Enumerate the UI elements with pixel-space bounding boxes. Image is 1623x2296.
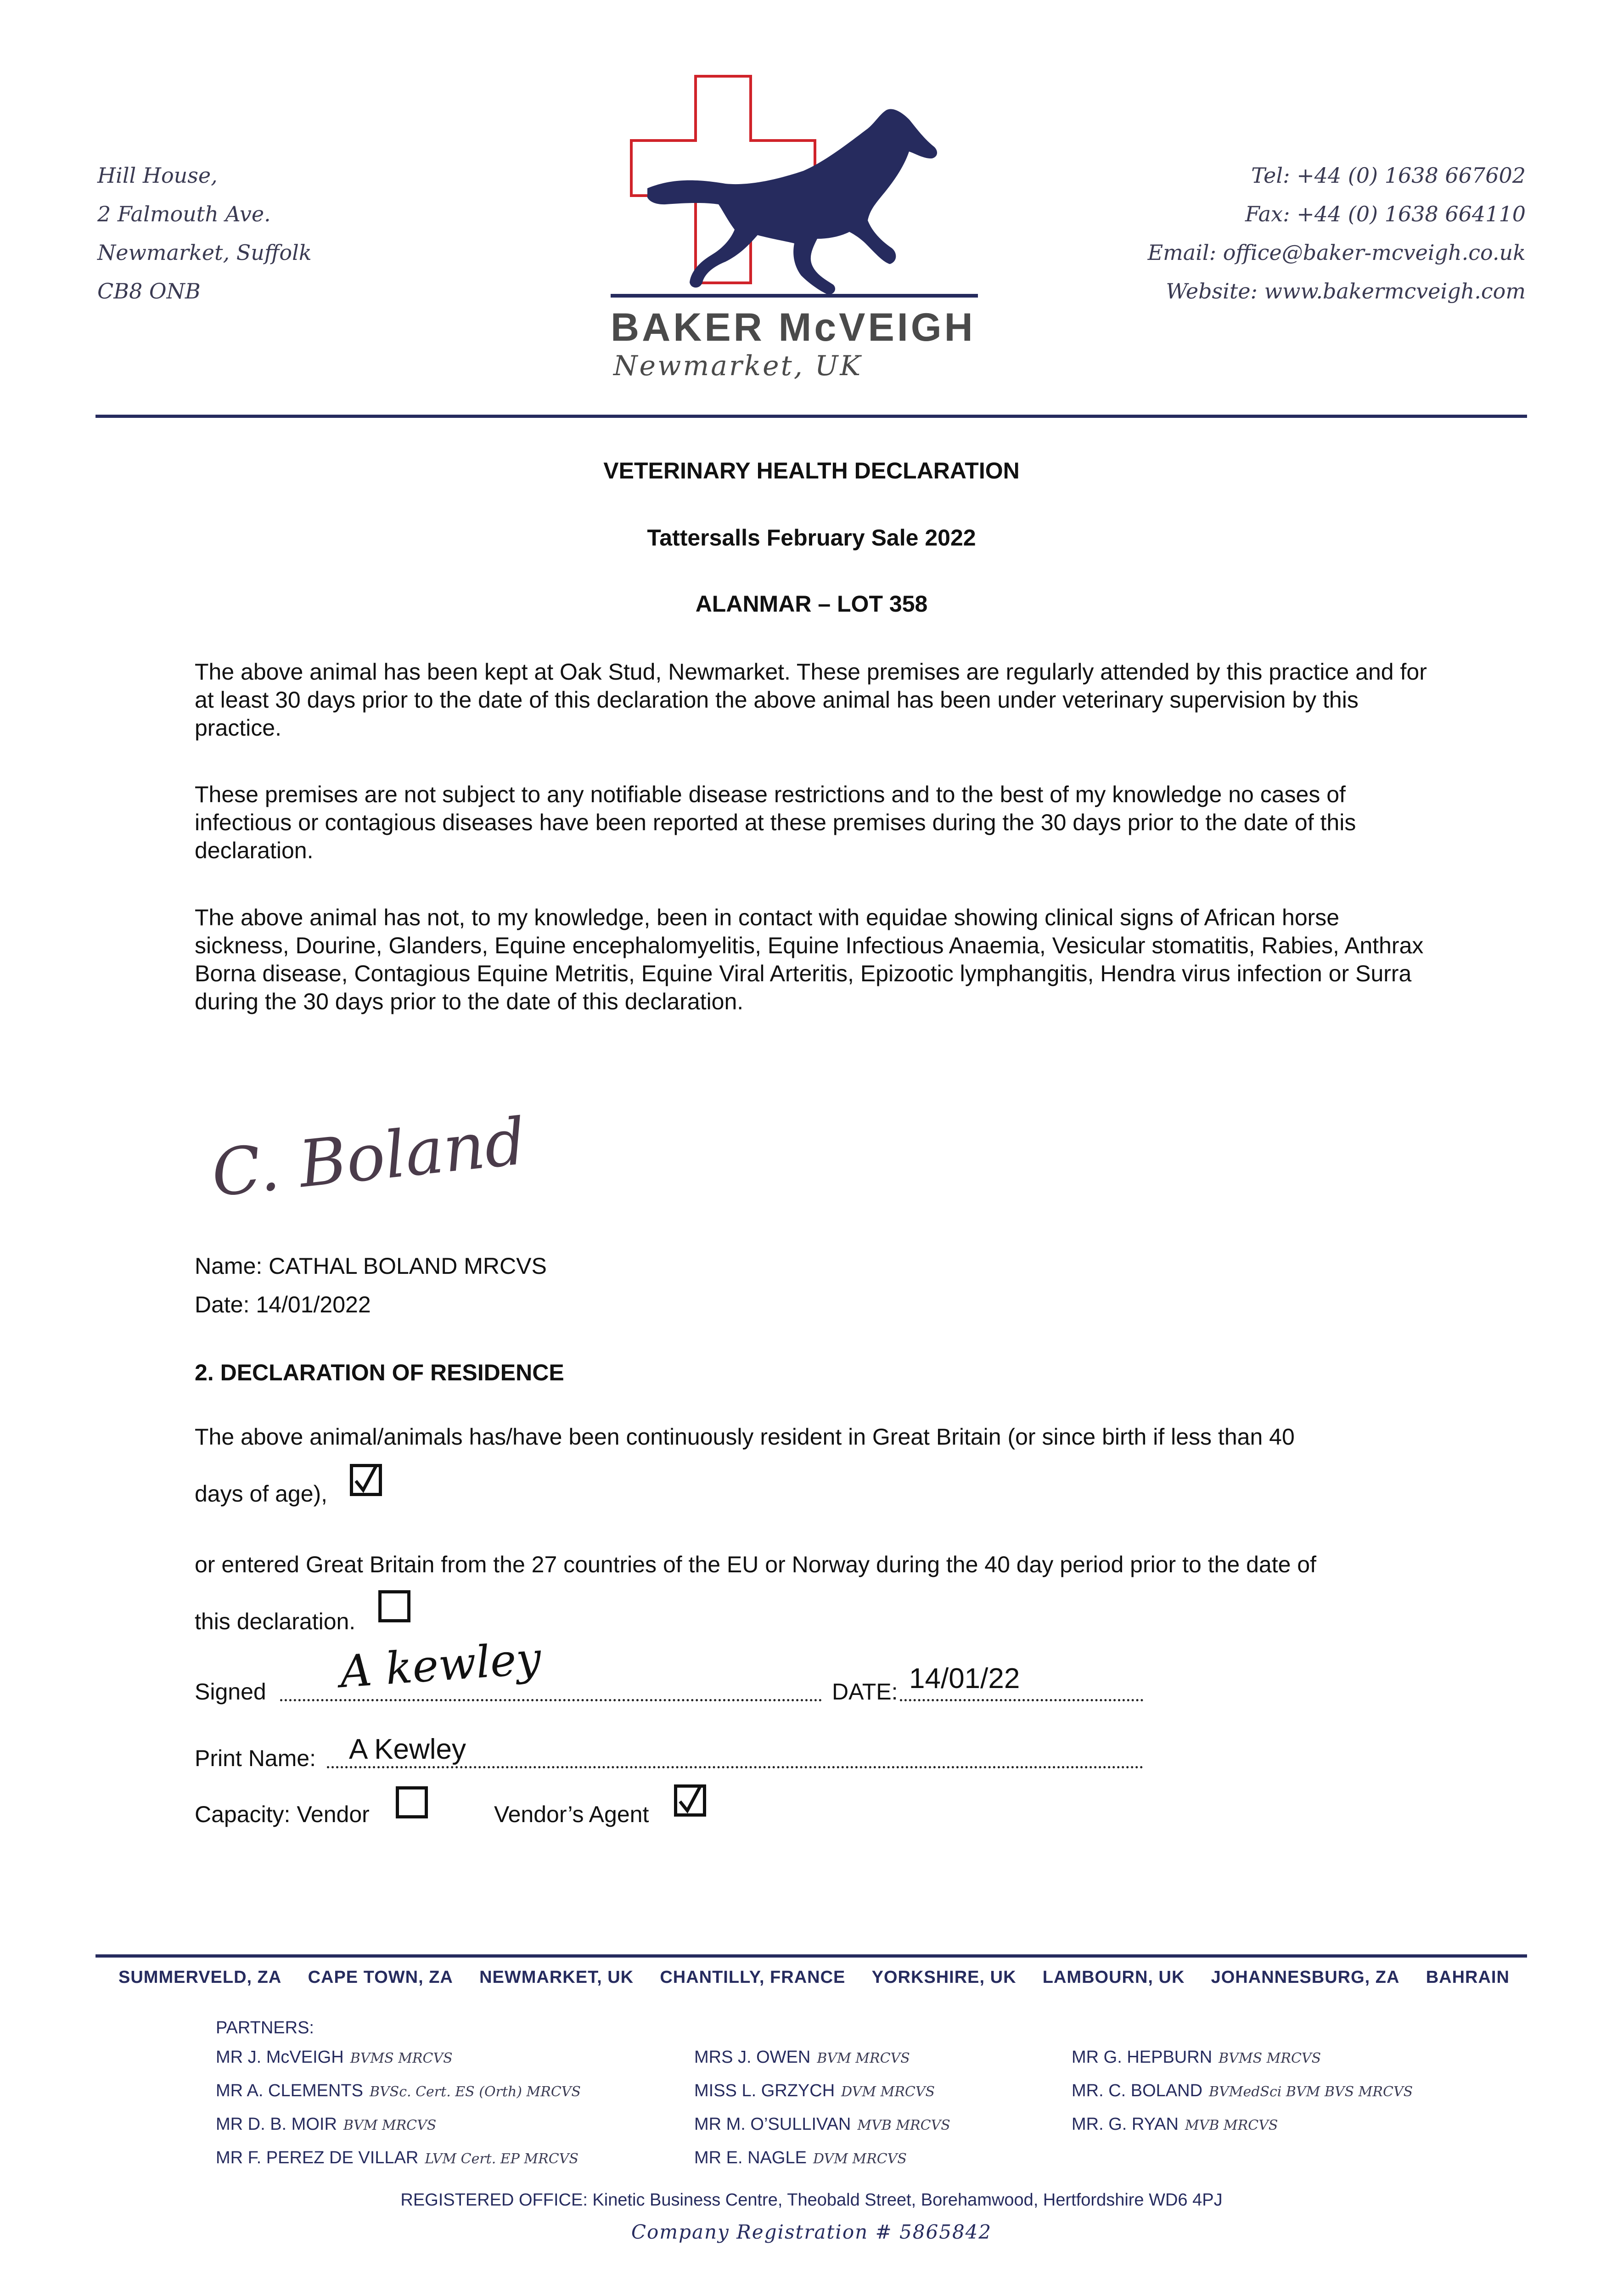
- checkbox-vendor[interactable]: [396, 1786, 428, 1818]
- sale-title: Tattersalls February Sale 2022: [647, 525, 976, 551]
- checkbox-vendors-agent[interactable]: [674, 1784, 706, 1817]
- brand-name: BAKER McVEIGH: [611, 305, 976, 349]
- partner-entry: MR G. HEPBURN BVMS MRCVS: [1072, 2048, 1321, 2067]
- paragraph-restrictions: These premises are not subject to any notifiable disease restrictions and to the best of my knowledge no cases of infectious or contagious diseases have been reported at these premises during the 30 days prior to the date of this declaration.: [195, 782, 1356, 863]
- brand-subtitle: Newmarket, UK: [613, 350, 863, 382]
- option2-text-line2: this declaration.: [195, 1609, 356, 1634]
- capacity-label: Capacity: Vendor: [195, 1801, 370, 1827]
- location-item: JOHANNESBURG, ZA: [1211, 1968, 1400, 1987]
- partner-entry: MR D. B. MOIR BVM MRCVS: [216, 2115, 437, 2134]
- check-mark-icon: [353, 1467, 379, 1493]
- signed-date-value: 14/01/22: [909, 1663, 1020, 1694]
- partners-column-1: [216, 2041, 581, 2175]
- partner-entry: MR M. O’SULLIVAN MVB MRCVS: [694, 2115, 950, 2134]
- paragraph-contact: The above animal has not, to my knowledge, been in contact with equidae showing clinical signs of African horse sickness, Dourine, Glanders, Equine encephalomyelitis, Equine Infectious Anaemia, Vesicular stomatitis, Rabies, Anthrax Borna disease, Contagious Equine Metritis, Equine Viral Arteritis, Epizootic lymphangitis, Hendra virus infection or Surra during the 30 days prior to the date of this declaration.: [195, 905, 1424, 1014]
- vet-date: Date: 14/01/2022: [195, 1292, 371, 1317]
- logo-bar: [611, 294, 978, 298]
- print-name-label: Print Name:: [195, 1745, 316, 1771]
- partner-entry: MR E. NAGLE DVM MRCVS: [694, 2148, 907, 2167]
- contact-website: Website: www.bakermcveigh.com: [1166, 279, 1526, 304]
- location-item: BAHRAIN: [1426, 1968, 1510, 1987]
- contact-email: Email: office@baker-mcveigh.co.uk: [1147, 240, 1526, 265]
- address-block: [97, 156, 312, 310]
- partner-entry: MR J. McVEIGH BVMS MRCVS: [216, 2048, 453, 2067]
- partner-entry: MR A. CLEMENTS BVSc. Cert. ES (Orth) MRCVS: [216, 2081, 581, 2100]
- signed-line: [280, 1699, 822, 1701]
- document-title: VETERINARY HEALTH DECLARATION: [603, 458, 1020, 484]
- office-locations: [118, 1968, 1510, 1987]
- partner-entry: MR. G. RYAN MVB MRCVS: [1072, 2115, 1278, 2134]
- vet-signature: C. Boland: [208, 1104, 529, 1212]
- address-line: Newmarket, Suffolk: [97, 240, 312, 265]
- paragraph-supervision: The above animal has been kept at Oak Stud, Newmarket. These premises are regularly attended by this practice and for at least 30 days prior to the date of this declaration the above animal has been under veterinary supervision by this practice.: [195, 659, 1427, 741]
- partner-entry: MR F. PEREZ DE VILLAR LVM Cert. EP MRCVS: [216, 2148, 578, 2167]
- partners-column-2: [694, 2041, 950, 2175]
- address-line: Hill House,: [97, 163, 218, 188]
- lot-title: ALANMAR – LOT 358: [695, 591, 928, 617]
- check-mark-icon: [677, 1788, 703, 1813]
- date-label: DATE:: [832, 1679, 898, 1705]
- agent-label: Vendor’s Agent: [494, 1801, 649, 1827]
- partner-entry: MR. C. BOLAND BVMedSci BVM BVS MRCVS: [1072, 2081, 1413, 2100]
- location-item: NEWMARKET, UK: [479, 1968, 634, 1987]
- location-item: SUMMERVELD, ZA: [118, 1968, 282, 1987]
- location-item: CAPE TOWN, ZA: [308, 1968, 453, 1987]
- partners-column-3: [1072, 2041, 1413, 2142]
- contact-phone: Tel: +44 (0) 1638 667602: [1251, 163, 1526, 188]
- checkbox-entered-gb[interactable]: [378, 1590, 410, 1622]
- date-line: [900, 1699, 1143, 1701]
- checkbox-resident-gb[interactable]: [350, 1464, 382, 1496]
- residence-heading: 2. DECLARATION OF RESIDENCE: [195, 1360, 564, 1385]
- partner-entry: MRS J. OWEN BVM MRCVS: [694, 2048, 910, 2067]
- address-line: 2 Falmouth Ave.: [97, 202, 271, 226]
- contact-block: [1148, 156, 1526, 310]
- option1-text-line2: days of age),: [195, 1481, 328, 1507]
- footer-divider: [95, 1954, 1527, 1958]
- horse-icon: [647, 109, 937, 294]
- address-line: CB8 ONB: [97, 279, 201, 304]
- print-name-line: [327, 1766, 1143, 1768]
- location-item: LAMBOURN, UK: [1042, 1968, 1185, 1987]
- signed-label: Signed: [195, 1679, 266, 1705]
- location-item: CHANTILLY, FRANCE: [660, 1968, 846, 1987]
- partner-entry: MISS L. GRZYCH DVM MRCVS: [694, 2081, 935, 2100]
- option2-text-line1: or entered Great Britain from the 27 countries of the EU or Norway during the 40 day period prior to the date of: [195, 1552, 1316, 1577]
- signed-signature: A kewley: [338, 1632, 543, 1698]
- header-divider: [95, 415, 1527, 418]
- registered-office: REGISTERED OFFICE: Kinetic Business Centre, Theobald Street, Borehamwood, Hertfordshire WD6 4PJ: [400, 2190, 1223, 2210]
- print-name-value: A Kewley: [349, 1733, 466, 1765]
- contact-fax: Fax: +44 (0) 1638 664110: [1245, 202, 1526, 226]
- vet-name: Name: CATHAL BOLAND MRCVS: [195, 1253, 547, 1279]
- location-item: YORKSHIRE, UK: [871, 1968, 1016, 1987]
- partners-heading: PARTNERS:: [216, 2018, 314, 2037]
- company-registration: Company Registration # 5865842: [631, 2221, 992, 2243]
- option1-text-line1: The above animal/animals has/have been continuously resident in Great Britain (or since birth if less than 40: [195, 1424, 1295, 1450]
